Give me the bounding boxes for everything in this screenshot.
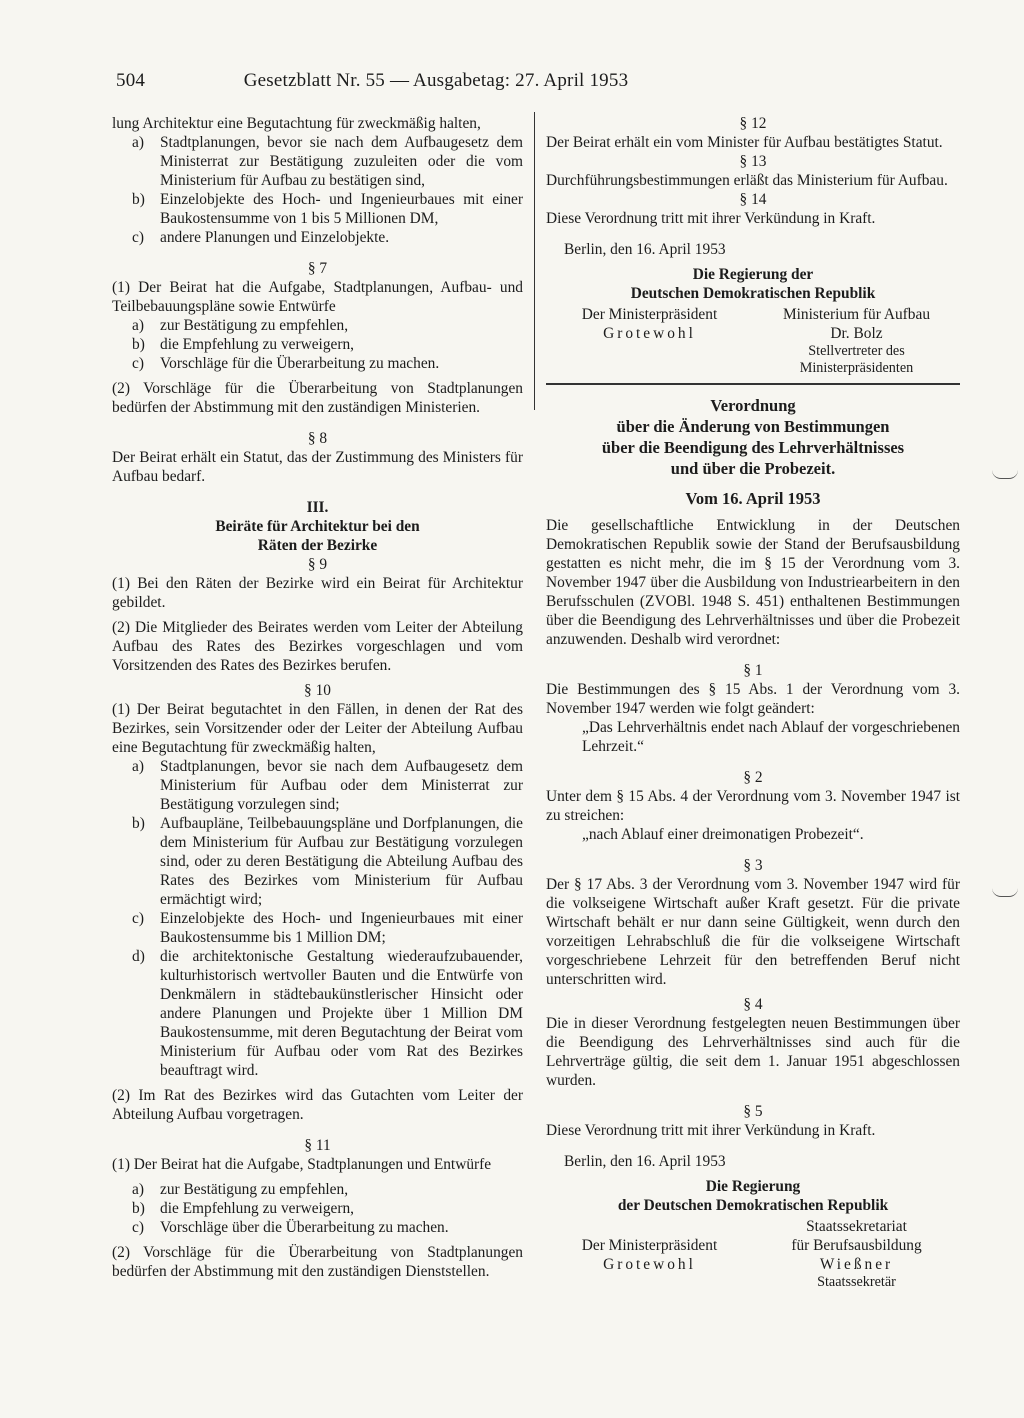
ordinance-section-heading-1: § 1 xyxy=(743,662,763,679)
place-date: Berlin, den 16. April 1953 xyxy=(564,1153,726,1170)
section-heading-12: § 12 xyxy=(739,115,767,132)
ordinance-title xyxy=(546,395,960,479)
ordinance-title-line: über die Beendigung des Lehrverhältnisses xyxy=(601,438,905,457)
ordinance-section-heading-3: § 3 xyxy=(743,857,763,874)
section-14-text: Diese Verordnung tritt mit ihrer Verkündung in Kraft. xyxy=(546,210,876,227)
item-label: c) xyxy=(132,1219,144,1236)
section-divider xyxy=(546,383,960,385)
part-title: Beiräte für Architektur bei den Räten der Bezirke xyxy=(215,518,420,554)
list-item xyxy=(130,335,523,354)
item-text: die Empfehlung zu verweigern, xyxy=(160,336,355,353)
signer-role: Staatssekretär xyxy=(817,1274,896,1290)
item-text: Aufbaupläne, Teilbebauungspläne und Dorfplanungen, die dem Ministerium für Aufbau zur Bestätigung vorzulegen sind, oder zu deren Bestätigung die Abteilung Aufbau des Rates des Bezirkes vom Ministerium für Aufbau ermächtigt wird; xyxy=(160,815,523,908)
ordinance-section-1-text: Die Bestimmungen des § 15 Abs. 1 der Verordnung vom 3. November 1947 werden wie folgt geändert: xyxy=(546,681,960,717)
list-item xyxy=(130,1180,523,1199)
list-item xyxy=(130,354,523,373)
column-divider xyxy=(534,112,535,410)
signer-name: Wießner xyxy=(819,1256,894,1273)
ordinance-title-line: Verordnung xyxy=(710,396,796,415)
item-label: c) xyxy=(132,910,144,927)
signer-office: für Berufsausbildung xyxy=(791,1237,922,1254)
signature-left xyxy=(546,305,753,377)
section-10-paragraph-1: (1) Der Beirat begutachtet in den Fällen, in denen der Rat des Bezirkes, sein Vorsitzender oder der Leiter der Abteilung Aufbau eine Begutachtung für zweckmäßig halten, xyxy=(112,701,523,756)
section-heading-8: § 8 xyxy=(307,430,328,447)
item-label: a) xyxy=(132,134,144,151)
margin-mark xyxy=(992,470,1018,479)
item-label: b) xyxy=(132,1200,145,1217)
signer-title: Ministerium für Aufbau xyxy=(782,306,931,323)
ordinance-title-line: und über die Probezeit. xyxy=(670,459,836,478)
list-item xyxy=(130,190,523,228)
intro-list xyxy=(112,133,523,247)
item-text: Vorschläge für die Überarbeitung zu machen. xyxy=(160,355,440,372)
item-label: c) xyxy=(132,229,144,246)
item-text: Stadtplanungen, bevor sie nach dem Aufbaugesetz dem Ministerrat zur Bestätigung zuzuleiten oder die vom Ministerium für Aufbau zu bestätigen sind, xyxy=(160,134,523,189)
item-text: Stadtplanungen, bevor sie nach dem Aufbaugesetz dem Ministerium für Aufbau oder dem Ministerrat zur Bestätigung vorzulegen sind; xyxy=(160,758,523,813)
item-label: b) xyxy=(132,191,145,208)
gazette-title: Gesetzblatt Nr. 55 — Ausgabetag: 27. April 1953 xyxy=(243,70,629,91)
ordinance-title-line: über die Änderung von Bestimmungen xyxy=(616,417,890,436)
list-item xyxy=(130,947,523,1080)
item-label: b) xyxy=(132,815,145,832)
item-label: a) xyxy=(132,758,144,775)
government-line-1: Die Regierung xyxy=(705,1178,801,1195)
signature-right xyxy=(753,1217,960,1291)
list-item xyxy=(130,1218,523,1237)
section-7-list xyxy=(112,316,523,373)
section-8-text: Der Beirat erhält ein Statut, das der Zustimmung des Ministers für Aufbau bedarf. xyxy=(112,449,523,485)
part-numeral: III. xyxy=(306,499,329,516)
signer-office: Staatssekretariat xyxy=(806,1218,907,1235)
item-text: Vorschläge über die Überarbeitung zu machen. xyxy=(160,1219,449,1236)
section-9-paragraph-2: (2) Die Mitglieder des Beirates werden vom Leiter der Abteilung Aufbau des Rates des Bezirkes vorgeschlagen und vom Vorsitzenden des Rates des Bezirkes berufen. xyxy=(112,619,523,674)
section-9-paragraph-1: (1) Bei den Räten der Bezirke wird ein Beirat für Architektur gebildet. xyxy=(112,575,523,611)
government-line-2: Deutschen Demokratischen Republik xyxy=(630,285,876,302)
item-label: a) xyxy=(132,317,144,334)
ordinance-section-2-text: Unter dem § 15 Abs. 4 der Verordnung vom 3. November 1947 ist zu streichen: xyxy=(546,788,960,824)
item-text: zur Bestätigung zu empfehlen, xyxy=(160,1181,349,1198)
ordinance-section-4-text: Die in dieser Verordnung festgelegten neuen Bestimmungen über die Beendigung des Lehrverhältnisses sind auch für die Lehrverträge gültig, die seit dem 1. Januar 1951 abgeschlossen wurden. xyxy=(546,1015,960,1089)
signature-left xyxy=(546,1217,753,1291)
section-11-list xyxy=(112,1180,523,1237)
signer-name: Dr. Bolz xyxy=(830,325,883,342)
government-line-1: Die Regierung der xyxy=(692,266,814,283)
list-item xyxy=(130,909,523,947)
section-11-paragraph-2: (2) Vorschläge für die Überarbeitung von Stadtplanungen bedürfen der Abstimmung mit den zuständigen Dienststellen. xyxy=(112,1244,523,1280)
list-item xyxy=(130,1199,523,1218)
signer-title: Der Ministerpräsident xyxy=(581,1237,718,1254)
signature-block xyxy=(546,1217,960,1291)
list-item xyxy=(130,228,523,247)
list-item xyxy=(130,757,523,814)
signer-title: Der Ministerpräsident xyxy=(581,306,718,323)
margin-mark xyxy=(992,888,1018,897)
government-line-2: der Deutschen Demokratischen Republik xyxy=(617,1197,889,1214)
ordinance-section-heading-2: § 2 xyxy=(743,769,763,786)
section-heading-10: § 10 xyxy=(304,682,331,699)
signature-right xyxy=(753,305,960,377)
section-heading-9: § 9 xyxy=(307,556,328,573)
intro-paragraph: lung Architektur eine Begutachtung für zweckmäßig halten, xyxy=(112,115,481,132)
item-text: andere Planungen und Einzelobjekte. xyxy=(160,229,390,246)
item-label: d) xyxy=(132,948,145,965)
item-text: Einzelobjekte des Hoch- und Ingenieurbaues mit einer Baukostensumme von 1 bis 5 Millionen DM, xyxy=(160,191,523,227)
list-item xyxy=(130,133,523,190)
ordinance-date: Vom 16. April 1953 xyxy=(685,489,821,508)
section-10-list xyxy=(112,757,523,1080)
signer-name: Grotewohl xyxy=(603,325,696,342)
page-number: 504 xyxy=(116,70,146,91)
ordinance-section-heading-4: § 4 xyxy=(743,996,763,1013)
item-label: b) xyxy=(132,336,145,353)
ordinance-section-2-quote: „nach Ablauf einer dreimonatigen Probezeit“. xyxy=(582,826,864,843)
section-heading-7: § 7 xyxy=(307,260,328,277)
section-heading-11: § 11 xyxy=(304,1137,331,1154)
item-label: c) xyxy=(132,355,144,372)
right-column xyxy=(546,114,960,1291)
item-label: a) xyxy=(132,1181,144,1198)
section-11-paragraph-1: (1) Der Beirat hat die Aufgabe, Stadtplanungen und Entwürfe xyxy=(112,1156,492,1173)
section-7-paragraph-1: (1) Der Beirat hat die Aufgabe, Stadtplanungen, Aufbau- und Teilbebauungspläne sowie Entwürfe xyxy=(112,279,523,315)
signer-role: Stellvertreter des Ministerpräsidenten xyxy=(799,343,914,376)
signature-block xyxy=(546,305,960,377)
section-heading-13: § 13 xyxy=(739,153,767,170)
item-text: Einzelobjekte des Hoch- und Ingenieurbaues mit einer Baukostensumme bis 1 Million DM; xyxy=(160,910,523,946)
list-item xyxy=(130,316,523,335)
item-text: zur Bestätigung zu empfehlen, xyxy=(160,317,349,334)
ordinance-preamble: Die gesellschaftliche Entwicklung in der Deutschen Demokratischen Republik sowie der Stand der Berufsausbildung gestatten es nicht mehr, die im § 15 der Verordnung vom 3. November 1947 über die Ausbildung von Industriearbeitern in den Berufsschulen (ZVOBl. 1948 S. 451) enthaltenen Bestimmungen über die Beendigung des Lehrverhältnisses und über die Probezeit anzuwenden. Deshalb wird verordnet: xyxy=(546,517,960,648)
ordinance-section-heading-5: § 5 xyxy=(743,1103,763,1120)
list-item xyxy=(130,814,523,909)
ordinance-section-5-text: Diese Verordnung tritt mit ihrer Verkündung in Kraft. xyxy=(546,1122,876,1139)
place-date: Berlin, den 16. April 1953 xyxy=(564,241,726,258)
ordinance-section-1-quote: „Das Lehrverhältnis endet nach Ablauf der vorgeschriebenen Lehrzeit.“ xyxy=(582,719,960,755)
section-12-text: Der Beirat erhält ein vom Minister für Aufbau bestätigtes Statut. xyxy=(546,134,943,151)
section-13-text: Durchführungsbestimmungen erläßt das Ministerium für Aufbau. xyxy=(546,172,948,189)
section-heading-14: § 14 xyxy=(739,191,767,208)
ordinance-section-3-text: Der § 17 Abs. 3 der Verordnung vom 3. November 1947 wird für die volkseigene Wirtschaft außer Kraft gesetzt. Für die private Wirtschaft behält er nur dann seine Gültigkeit, wenn durch den vorzeitigen Lehrabschluß die für die volkseigene Wirtschaft vorgeschriebene Lehrzeit für den betreffenden Beruf nicht unterschritten wird. xyxy=(546,876,960,988)
signer-name: Grotewohl xyxy=(603,1256,696,1273)
item-text: die Empfehlung zu verweigern, xyxy=(160,1200,355,1217)
section-7-paragraph-2: (2) Vorschläge für die Überarbeitung von Stadtplanungen bedürfen der Abstimmung mit den zuständigen Ministerien. xyxy=(112,380,523,416)
item-text: die architektonische Gestaltung wiederaufzubauender, kulturhistorisch wertvoller Bauten und die Entwürfe von Denkmälern in städtebaukünstlerischer Hinsicht oder andere Planungen und Projekte über 1 Million DM Baukostensumme, mit deren Begutachtung der Beirat vom Ministerium für Aufbau oder vom Rat des Bezirkes beauftragt wird. xyxy=(160,948,523,1079)
section-10-paragraph-2: (2) Im Rat des Bezirkes wird das Gutachten vom Leiter der Abteilung Aufbau vorgetragen. xyxy=(112,1087,523,1123)
left-column xyxy=(112,114,523,1281)
